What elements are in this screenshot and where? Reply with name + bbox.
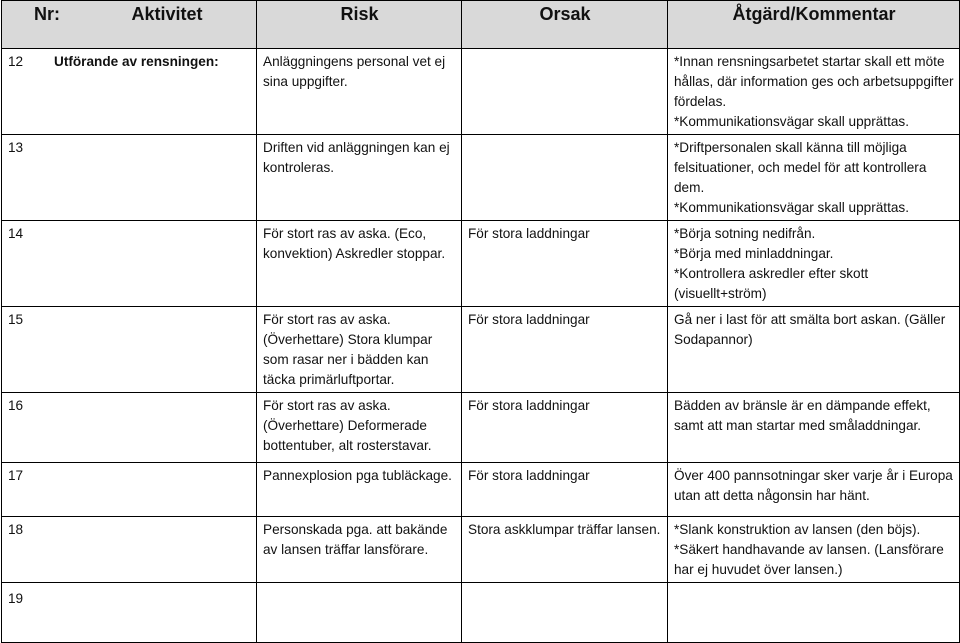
table-row [2,463,960,517]
table-row [2,307,960,393]
cell-atgard: Över 400 pannsotningar sker varje år i Europa utan att detta någonsin har hänt. [668,463,960,517]
row-number: 15 [8,312,24,327]
cell-orsak [462,49,668,135]
cell-risk: Driften vid anläggningen kan ej kontroleras. [257,135,462,221]
cell-atgard: Gå ner i last för att smälta bort askan. (Gäller Sodapannor) [668,307,960,393]
cell-nr-aktivitet [2,221,257,307]
table-row [2,393,960,463]
cell-orsak [462,583,668,643]
cell-atgard: Bädden av bränsle är en dämpande effekt, samt att man startar med småladdningar. [668,393,960,463]
row-number: 16 [8,398,24,413]
risk-table [1,0,960,643]
cell-risk: Pannexplosion pga tubläckage. [257,463,462,517]
header-nr: Nr: [33,4,60,24]
cell-nr-aktivitet [2,517,257,583]
cell-orsak: För stora laddningar [462,393,668,463]
cell-nr-aktivitet [2,49,257,135]
row-number: 12 [8,54,24,69]
header-nr-aktivitet [2,1,257,49]
cell-orsak [462,135,668,221]
row-number: 14 [8,226,24,241]
cell-risk: För stort ras av aska. (Eco, konvektion) Askredler stoppar. [257,221,462,307]
row-number: 18 [8,522,24,537]
cell-atgard [668,583,960,643]
cell-nr-aktivitet [2,463,257,517]
table-row [2,517,960,583]
cell-atgard: *Börja sotning nedifrån. *Börja med minladdningar. *Kontrollera askredler efter skott (visuellt+ström) [668,221,960,307]
cell-orsak: För stora laddningar [462,307,668,393]
table-row [2,135,960,221]
header-risk: Risk [257,1,462,49]
cell-nr-aktivitet [2,393,257,463]
header-row [2,1,960,49]
table-row [2,583,960,643]
cell-risk: För stort ras av aska. (Överhettare) Stora klumpar som rasar ner i bädden kan täcka primärluftportar. [257,307,462,393]
header-orsak: Orsak [462,1,668,49]
cell-risk: Personskada pga. att bakände av lansen träffar lansförare. [257,517,462,583]
cell-atgard: *Driftpersonalen skall känna till möjliga felsituationer, och medel för att kontrollera dem. *Kommunikationsvägar skall upprättas. [668,135,960,221]
cell-orsak: För stora laddningar [462,463,668,517]
header-aktivitet: Aktivitet [131,4,203,24]
cell-risk: Anläggningens personal vet ej sina uppgifter. [257,49,462,135]
row-number: 13 [8,140,24,155]
table-row [2,49,960,135]
cell-risk [257,583,462,643]
cell-atgard: *Innan rensningsarbetet startar skall ett möte hållas, där information ges och arbetsuppgifter fördelas. *Kommunikationsvägar skall upprättas. [668,49,960,135]
cell-nr-aktivitet [2,135,257,221]
cell-orsak: För stora laddningar [462,221,668,307]
cell-nr-aktivitet [2,583,257,643]
cell-risk: För stort ras av aska. (Överhettare) Deformerade bottentuber, alt rosterstavar. [257,393,462,463]
header-atgard: Åtgärd/Kommentar [668,1,960,49]
table-row [2,221,960,307]
cell-atgard: *Slank konstruktion av lansen (den böjs). *Säkert handhavande av lansen. (Lansförare har ej huvudet över lansen.) [668,517,960,583]
row-number: 17 [8,468,24,483]
cell-orsak: Stora askklumpar träffar lansen. [462,517,668,583]
row-number: 19 [8,591,24,606]
cell-nr-aktivitet [2,307,257,393]
activity: Utförande av rensningen: [54,54,219,69]
